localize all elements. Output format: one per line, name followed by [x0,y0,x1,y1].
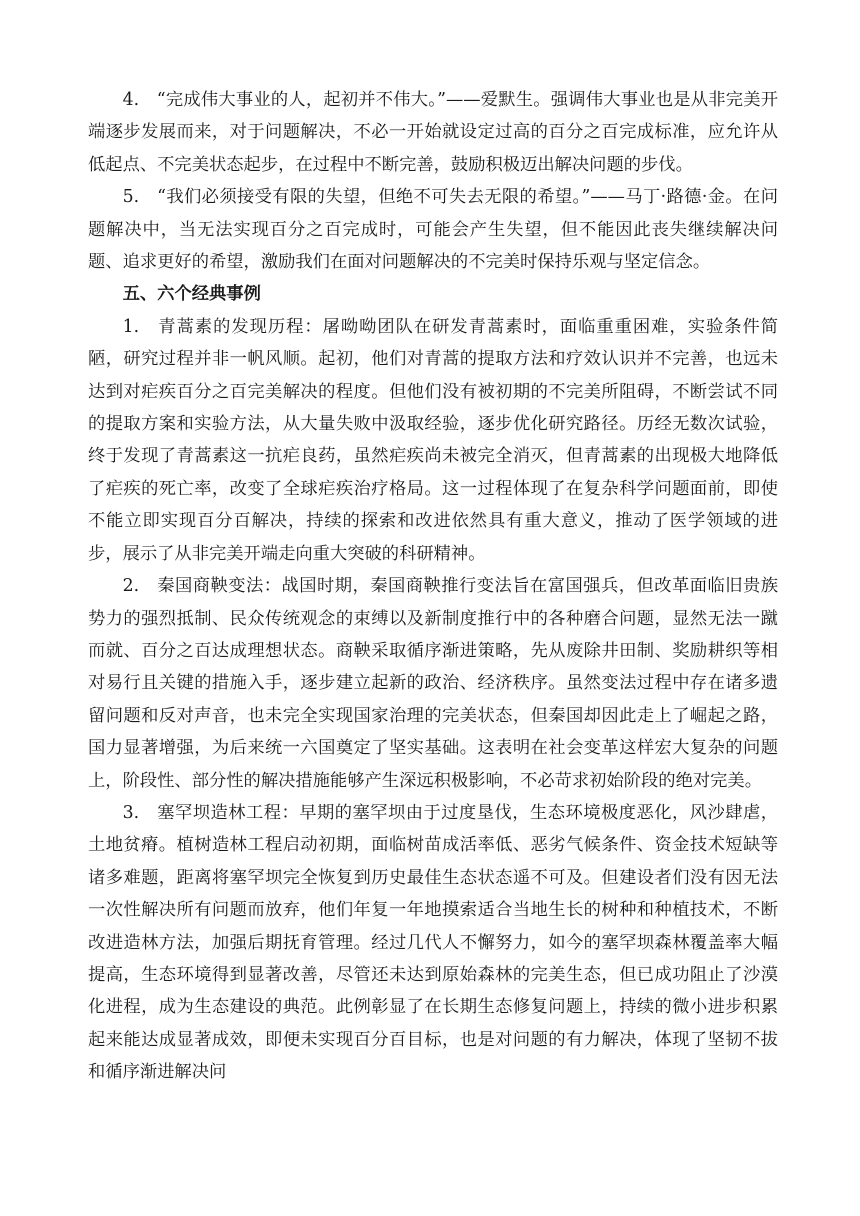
example-paragraph-2: 2. 秦国商鞅变法：战国时期，秦国商鞅推行变法旨在富国强兵，但改革面临旧贵族势力的强烈抵制、民众传统观念的束缚以及新制度推行中的各种磨合问题，显然无法一蹴而就、百分之百达成理想状态。商鞅采取循序渐进策略，先从废除井田制、奖励耕织等相对易行且关键的措施入手，逐步建立起新的政治、经济秩序。虽然变法过程中存在诸多遗留问题和反对声音，也未完全实现国家治理的完美状态，但秦国却因此走上了崛起之路，国力显著增强，为后来统一六国奠定了坚实基础。这表明在社会变革这样宏大复杂的问题上，阶段性、部分性的解决措施能够产生深远积极影响，不必苛求初始阶段的绝对完美。 [88,576,778,791]
example-paragraph-1: 1. 青蒿素的发现历程：屠呦呦团队在研发青蒿素时，面临重重困难，实验条件简陋，研究过程并非一帆风顺。起初，他们对青蒿的提取方法和疗效认识并不完善，也远未达到对疟疾百分之百完美解决的程度。但他们没有被初期的不完美所阻碍，不断尝试不同的提取方案和实验方法，从大量失败中汲取经验，逐步优化研究路径。历经无数次试验，终于发现了青蒿素这一抗疟良药，虽然疟疾尚未被完全消灭，但青蒿素的出现极大地降低了疟疾的死亡率，改变了全球疟疾治疗格局。这一过程体现了在复杂科学问题面前，即使不能立即实现百分百解决，持续的探索和改进依然具有重大意义，推动了医学领域的进步，展示了从非完美开端走向重大突破的科研精神。 [88,316,778,564]
section-heading: 五、六个经典事例 [122,284,261,305]
document-body [88,84,778,1089]
quote-paragraph-5: 5. “我们必须接受有限的失望，但绝不可失去无限的希望。”——马丁·路德·金。在问题解决中，当无法实现百分之百完成时，可能会产生失望，但不能因此丧失继续解决问题、追求更好的希望，激励我们在面对问题解决的不完美时保持乐观与坚定信念。 [88,187,778,273]
example-paragraph-3: 3. 塞罕坝造林工程：早期的塞罕坝由于过度垦伐，生态环境极度恶化，风沙肆虐，土地贫瘠。植树造林工程启动初期，面临树苗成活率低、恶劣气候条件、资金技术短缺等诸多难题，距离将塞罕坝完全恢复到历史最佳生态状态遥不可及。但建设者们没有因无法一次性解决所有问题而放弃，他们年复一年地摸索适合当地生长的树种和种植技术，不断改进造林方法，加强后期抚育管理。经过几代人不懈努力，如今的塞罕坝森林覆盖率大幅提高，生态环境得到显著改善，尽管还未达到原始森林的完美生态，但已成功阻止了沙漠化进程，成为生态建设的典范。此例彰显了在长期生态修复问题上，持续的微小进步积累起来能达成显著成效，即便未实现百分百目标，也是对问题的有力解决，体现了坚韧不拔和循序渐进解决问 [88,802,778,1083]
quote-paragraph-4: 4. “完成伟大事业的人，起初并不伟大。”——爱默生。强调伟大事业也是从非完美开端逐步发展而来，对于问题解决，不必一开始就设定过高的百分之百完成标准，应允许从低起点、不完美状态起步，在过程中不断完善，鼓励积极迈出解决问题的步伐。 [88,90,778,175]
